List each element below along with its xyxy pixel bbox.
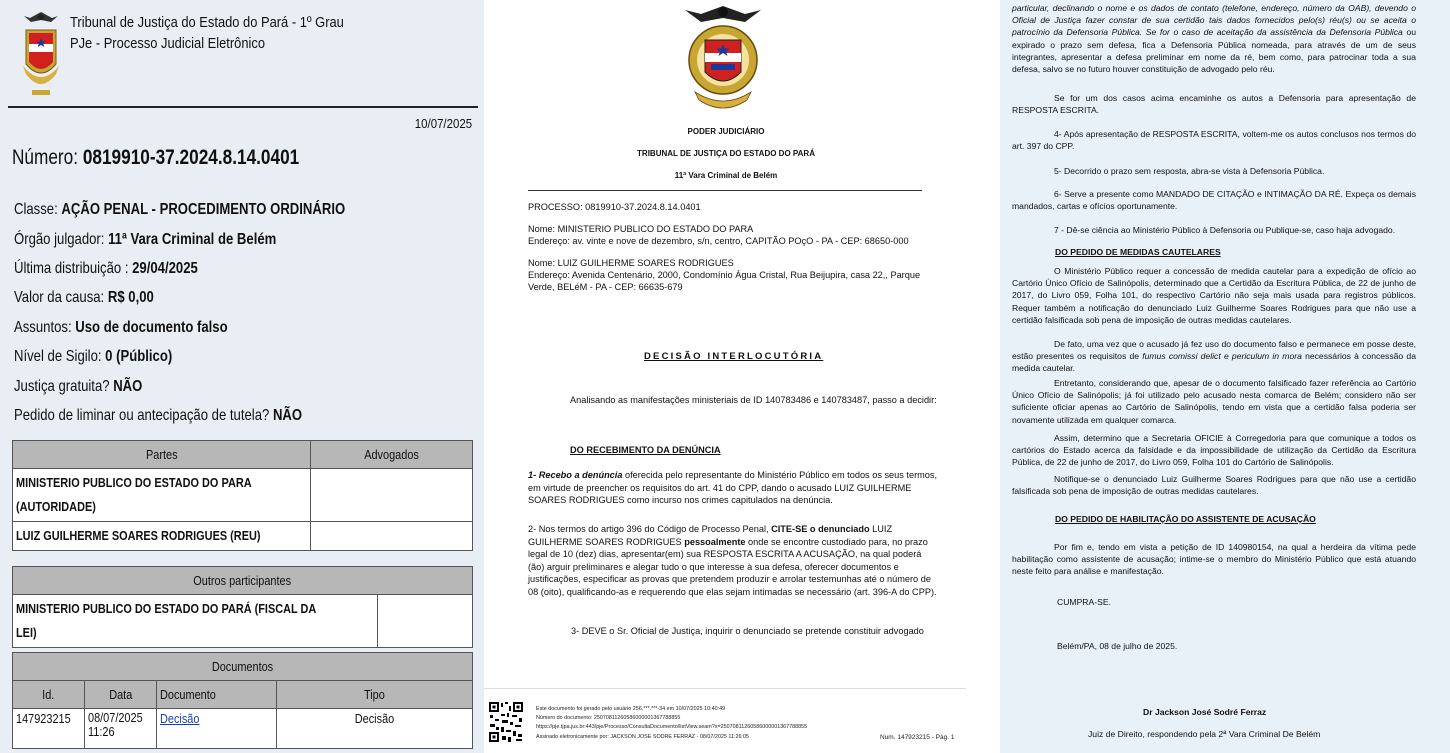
- advogado-cell: [311, 522, 473, 551]
- field-distribuicao: [14, 260, 198, 278]
- field-classe: [14, 201, 345, 219]
- habilitacao-heading: DO PEDIDO DE HABILITAÇÃO DO ASSISTENTE DE ACUSAÇÃO: [1055, 514, 1316, 524]
- outros-participantes-table: [12, 566, 473, 648]
- field-label: Valor da causa:: [14, 289, 105, 306]
- doc-date: 08/07/2025 11:26: [85, 709, 157, 749]
- col-data: Data: [85, 681, 157, 709]
- col-tipo: Tipo: [277, 681, 473, 709]
- analisando-paragraph: Analisando as manifestações ministeriais de ID 140783486 e 140783487, passo a decidir:: [570, 395, 937, 405]
- paragraph-4: 4- Após apresentação de RESPOSTA ESCRITA, voltem-me os autos conclusos nos termos do art. 397 do CPP.: [1012, 129, 1416, 152]
- paragraph-1: 1- Recebo a denúncia oferecida pelo representante do Ministério Público em todos os seus termos, em virtude de preencher os requisitos do art. 41 do CPP, dando o acusado LUIZ GUILHERME SOARES RODRIGUES como incurso nos crimes capitulados na denúncia.: [528, 470, 938, 505]
- paragraph-2: 2- Nos termos do artigo 396 do Código de Processo Penal, CITE-SE o denunciado LUIZ GUILHERME SOARES RODRIGUES pessoalmente onde se encontre custodiado para, no prazo legal de 10 (dez) dias, apresentar(em) sua RESPOSTA ESCRITA A ACUSAÇÃO, na qual poderá (ão) arguir preliminares e alegar tudo o que interesse à sua defesa, oferecer documentos e justificações, especificar as provas que pretendem produzir e arrolar testemunhas até o número de 08 (oito), qualificando-as e requerendo que elas sejam intimadas se necessário (art. 396-A do CPP).: [528, 524, 937, 597]
- header-divider: [8, 106, 478, 108]
- field-label: Órgão julgador:: [14, 231, 105, 248]
- documentos-header: Documentos: [13, 653, 473, 681]
- report-date: 10/07/2025: [414, 116, 472, 131]
- nome-ministerio: Nome: MINISTERIO PUBLICO DO ESTADO DO PARA: [528, 224, 754, 234]
- field-value: R$ 0,00: [107, 289, 154, 306]
- paragraph-assim: Assim, determino que a Secretaria OFICIE à Corregedoria para que comunique a todos os cartórios do Estado acerca da falsidade e da impossibilidade de utilização da Certidão da Escritura Pública, de 22 de junho de 2017, do Livro 059, Folha 101 do Cartório de Salinópolis.: [1012, 433, 1416, 468]
- paragraph-por-fim: Por fim e, tendo em vista a petição de ID 140980154, na qual a herdeira da vítima pede habilitação como assistente de acusação; intime-se o membro do Ministério Público que está atuando neste feito para análise e manifestação.: [1012, 542, 1416, 577]
- field-sigilo: [14, 348, 172, 366]
- paragraph-cautelar-pedido: O Ministério Público requer a concessão de medida cautelar para a expedição de ofício ao Cartório Único Ofício de Salinópolis, determinado que a Certidão da Escritura Pública, de 22 de junho de 2017, do Livro 059, Folha 101, do respectivo Cartório não seja mais usada para registros públicos. Requer também a notificação do denunciado Luiz Guilherme Soares Rodrigues para que não use a certidão falsificada sob pena de imposição de outras medidas cautelares.: [1012, 266, 1416, 325]
- endereco-reu-1: Endereço: Avenida Centenário, 2000, Condomínio Água Cristal, Rua Beijupira, casa 22,, Parque: [528, 270, 921, 280]
- paragraph-7: 7 - Dê-se ciência ao Ministério Público à Defensoria ou Publique-se, caso haja advogado.: [1054, 225, 1396, 235]
- process-number-value: 0819910-37.2024.8.14.0401: [82, 146, 300, 169]
- paragraph-3: 3- DEVE o Sr. Oficial de Justiça, inquirir o denunciado se pretende constituir advogado: [571, 626, 924, 636]
- footer-url[interactable]: https://pje.tjpa.jus.br:443/pje/Processo/ConsultaDocumento/listView.seam?x=25070811260586000001367788855: [536, 724, 808, 730]
- field-label: Nível de Sigilo:: [14, 348, 102, 365]
- qr-code-icon[interactable]: [488, 701, 524, 743]
- field-value: AÇÃO PENAL - PROCEDIMENTO ORDINÁRIO: [61, 201, 346, 218]
- cautelares-heading: DO PEDIDO DE MEDIDAS CAUTELARES: [1055, 247, 1221, 257]
- judge-name: Dr Jackson José Sodré Ferraz: [1143, 707, 1267, 717]
- advogado-cell: [311, 469, 473, 522]
- outro-empty-cell: [377, 595, 472, 648]
- partes-table: [12, 440, 473, 551]
- decision-page-1: [484, 0, 1000, 753]
- endereco-ministerio: Endereço: av. vinte e nove de dezembro, s/n, centro, CAPITÃO POçO - PA - CEP: 68650-000: [528, 236, 909, 246]
- header-poder: PODER JUDICIÁRIO: [687, 127, 765, 136]
- field-value: 0 (Público): [105, 348, 173, 365]
- field-value: 11ª Vara Criminal de Belém: [108, 231, 277, 248]
- field-label: Pedido de liminar ou antecipação de tutela?: [14, 407, 270, 424]
- col-documento: Documento: [157, 681, 277, 709]
- paragraph-6: 6- Serve a presente como MANDADO DE CITAÇÃO e INTIMAÇÃO DA RÉ. Expeça os demais mandados, cartas e ofícios oportunamente.: [1012, 189, 1416, 212]
- field-label: Classe:: [14, 201, 58, 218]
- paragraph-5: 5- Decorrido o prazo sem resposta, abra-se vista à Defensoria Pública.: [1054, 166, 1325, 176]
- nome-reu: Nome: LUIZ GUILHERME SOARES RODRIGUES: [528, 258, 734, 268]
- paragraph-de-fato: De fato, uma vez que o acusado já fez uso do documento falso e permanece em posse deste, estão presentes os requisitos de fumus comissi delict e periculum in mora necessários à concessão da medida cautelar.: [1012, 339, 1416, 374]
- field-valor: [14, 289, 154, 307]
- decisao-title: DECISÃO INTERLOCUTÓRIA: [644, 351, 824, 362]
- para-coat-of-arms-icon: [20, 8, 62, 100]
- processo-line: PROCESSO: 0819910-37.2024.8.14.0401: [528, 202, 701, 212]
- footer-generated-by: Este documento foi gerado pelo usuário 256.***.***-34 em 10/07/2025 10:40:49: [536, 706, 726, 712]
- outro-ministerio: MINISTERIO PUBLICO DO ESTADO DO PARÁ (FISCAL DA LEI): [13, 595, 378, 648]
- header-vara: 11ª Vara Criminal de Belém: [674, 171, 778, 180]
- field-orgao: [14, 231, 276, 249]
- decision-page-2: [1000, 0, 1450, 753]
- system-name: PJe - Processo Judicial Eletrônico: [70, 35, 266, 52]
- table-row: [13, 595, 473, 648]
- table-row: [13, 709, 473, 749]
- endereco-reu-2: Verde, BELéM - PA - CEP: 66635-679: [528, 282, 683, 292]
- paragraph-encaminhe: Se for um dos casos acima encaminhe os autos a Defensoria para apresentação de RESPOSTA ESCRITA.: [1012, 93, 1416, 116]
- para-coat-of-arms-icon: [681, 0, 765, 112]
- field-label: Última distribuição :: [14, 260, 129, 277]
- decisao-document-link[interactable]: Decisão: [160, 711, 200, 726]
- partes-header: Partes: [13, 441, 311, 469]
- field-value: NÃO: [272, 407, 303, 424]
- process-number: [12, 146, 299, 170]
- table-row: [13, 469, 473, 522]
- field-liminar: [14, 407, 302, 425]
- paragraph-notifique: Notifique-se o denunciado Luiz Guilherme Soares Rodrigues para que não use a certidão falsificada sob pena de imposição de outras medidas cautelares.: [1012, 474, 1416, 497]
- field-value: 29/04/2025: [132, 260, 198, 277]
- field-value: Uso de documento falso: [75, 319, 228, 336]
- process-summary-panel: [0, 0, 484, 753]
- field-label: Assuntos:: [14, 319, 72, 336]
- doc-link-cell: [157, 709, 277, 749]
- advogados-header: Advogados: [311, 441, 473, 469]
- footer-document-number: Número do documento: 25070811260586000001367788855: [536, 715, 681, 721]
- field-justica-gratuita: [14, 378, 142, 396]
- doc-tipo: Decisão: [277, 709, 473, 749]
- cumpra-se: CUMPRA-SE.: [1057, 597, 1111, 607]
- parte-ministerio: MINISTERIO PUBLICO DO ESTADO DO PARA (AUTORIDADE): [13, 469, 311, 522]
- footer-signed-by: Assinado eletronicamente por: JACKSON JOSE SODRE FERRAZ - 08/07/2025 11:26:05: [536, 734, 749, 740]
- header-tribunal: TRIBUNAL DE JUSTIÇA DO ESTADO DO PARÁ: [637, 149, 815, 158]
- field-value: NÃO: [113, 378, 143, 395]
- field-label: Justiça gratuita?: [14, 378, 110, 395]
- col-id: Id.: [13, 681, 85, 709]
- parte-reu: LUIZ GUILHERME SOARES RODRIGUES (REU): [13, 522, 311, 551]
- judge-role: Juiz de Direito, respondendo pela 2ª Vara Criminal De Belém: [1088, 729, 1321, 739]
- do-recebimento-heading: DO RECEBIMENTO DA DENÚNCIA: [570, 445, 721, 455]
- paragraph-entretanto: Entretanto, considerando que, apesar de o documento falsificado fazer referência ao Cartório Único Ofício de Salinópolis; já foi utilizado pelo acusado nesta comarca de Belém; considero não ser suficiente oficiar apenas ao Cartório de Salinópolis, tendo em vista que a certidão falsa poderia ser novamente utilizada em qualquer comarca.: [1012, 378, 1416, 425]
- field-assuntos: [14, 319, 228, 337]
- footer-page-number: Num. 147923215 - Pág. 1: [880, 734, 955, 741]
- paragraph-oficial: particular, declinando o nome e os dados de contato (telefone, endereço, número da OAB), devendo o Oficial de Justiça fazer constar de sua certidão tais dados fornecidos pelo(s) réu(s) ou se aceita o patrocínio da Defensoria Pública. Se for o caso de aceitação da assistência da Defensoria Pública ou expirado o prazo sem defesa, fica a Defensoria Pública nomeada, para através de um de seus integrantes, apresentar a defesa preliminar em nome da ré, bem como, para patrocinar toda a sua defesa, salvo se no futuro houver constituição de advogado pelo réu.: [1012, 3, 1416, 75]
- outros-header: Outros participantes: [13, 567, 473, 595]
- signature-footer: [484, 688, 966, 753]
- process-number-label: Número:: [12, 146, 79, 169]
- local-data: Belém/PA, 08 de julho de 2025.: [1057, 641, 1178, 651]
- documentos-table: [12, 652, 473, 749]
- header-divider: [528, 190, 922, 191]
- court-name: Tribunal de Justiça do Estado do Pará - 1º Grau: [70, 14, 344, 31]
- table-row: [13, 522, 473, 551]
- doc-id: 147923215: [13, 709, 85, 749]
